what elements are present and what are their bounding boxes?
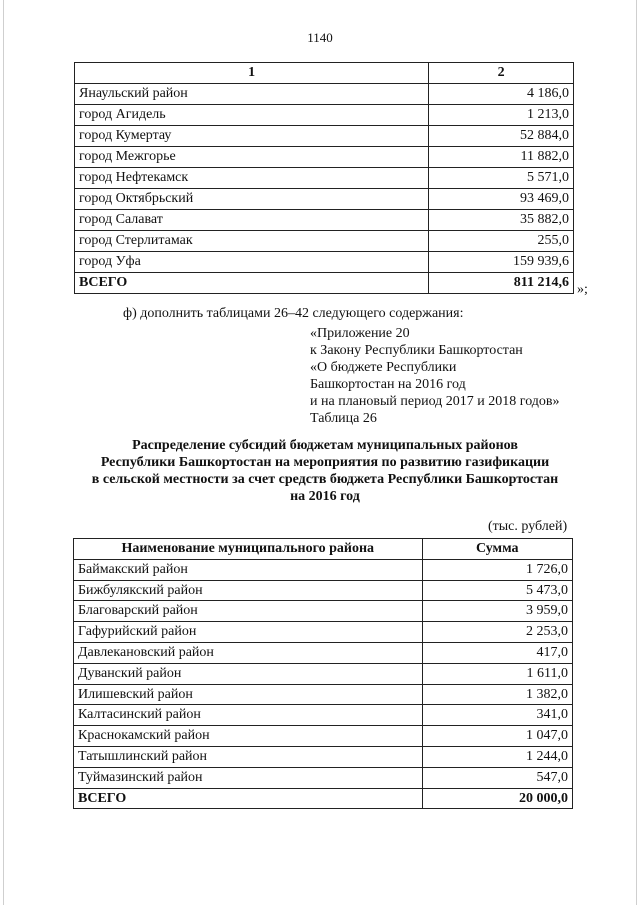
row-value: 1 611,0 <box>422 663 573 684</box>
row-value: 5 571,0 <box>429 168 574 189</box>
table-number: Таблица 26 <box>310 411 377 426</box>
row-name: город Нефтекамск <box>75 168 429 189</box>
row-value: 1 213,0 <box>429 105 574 126</box>
row-name: Благоварский район <box>74 601 423 622</box>
appendix-line: Башкортостан на 2016 год <box>310 377 466 392</box>
gasification-subsidy-table <box>73 538 573 809</box>
page-number: 1140 <box>307 30 333 45</box>
table-header-row <box>75 63 574 84</box>
row-value: 5 473,0 <box>422 580 573 601</box>
row-name: город Агидель <box>75 105 429 126</box>
row-name: Калтасинский район <box>74 705 423 726</box>
row-value: 1 726,0 <box>422 559 573 580</box>
table-row <box>74 601 573 622</box>
heading-line: Республики Башкортостан на мероприятия по развитию газификации <box>100 455 550 470</box>
column-header-1: 1 <box>75 63 429 84</box>
row-value: 341,0 <box>422 705 573 726</box>
appendix-line: к Закону Республики Башкортостан <box>310 343 523 358</box>
row-name: Татышлинский район <box>74 746 423 767</box>
row-value: 11 882,0 <box>429 147 574 168</box>
table-row <box>74 580 573 601</box>
table-row <box>75 105 574 126</box>
total-row <box>75 273 574 294</box>
total-row <box>74 788 573 809</box>
row-name: город Кумертау <box>75 126 429 147</box>
row-value: 4 186,0 <box>429 84 574 105</box>
row-value: 417,0 <box>422 642 573 663</box>
table-row <box>75 168 574 189</box>
row-name: Туймазинский район <box>74 767 423 788</box>
table-row <box>74 705 573 726</box>
column-header-2: 2 <box>429 63 574 84</box>
row-value: 1 382,0 <box>422 684 573 705</box>
row-name: Илишевский район <box>74 684 423 705</box>
column-header-district: Наименование муниципального района <box>74 539 423 560</box>
table-row <box>75 189 574 210</box>
heading-line: на 2016 год <box>290 489 360 504</box>
row-value: 1 244,0 <box>422 746 573 767</box>
table-row <box>74 559 573 580</box>
table-row <box>75 231 574 252</box>
total-label: ВСЕГО <box>75 273 429 294</box>
row-value: 547,0 <box>422 767 573 788</box>
row-value: 52 884,0 <box>429 126 574 147</box>
closing-quote-mark: »; <box>577 282 588 297</box>
row-name: город Салават <box>75 210 429 231</box>
row-name: Баймакский район <box>74 559 423 580</box>
row-value: 35 882,0 <box>429 210 574 231</box>
heading-line: Распределение субсидий бюджетам муниципальных районов <box>132 438 518 453</box>
table-row <box>75 147 574 168</box>
appendix-line: и на плановый период 2017 и 2018 годов» <box>310 394 560 409</box>
row-name: город Межгорье <box>75 147 429 168</box>
column-header-amount: Сумма <box>422 539 573 560</box>
table-row <box>74 726 573 747</box>
row-name: Давлекановский район <box>74 642 423 663</box>
table-header-row <box>74 539 573 560</box>
row-value: 255,0 <box>429 231 574 252</box>
table-row <box>75 126 574 147</box>
table-row <box>75 210 574 231</box>
row-name: город Стерлитамак <box>75 231 429 252</box>
row-value: 159 939,6 <box>429 252 574 273</box>
scan-edge-right <box>636 0 637 905</box>
table-row <box>75 252 574 273</box>
table-row <box>74 622 573 643</box>
subsidy-table-continued <box>74 62 574 294</box>
row-name: Дуванский район <box>74 663 423 684</box>
units-label: (тыс. рублей) <box>488 519 568 534</box>
table-row <box>74 684 573 705</box>
row-name: город Уфа <box>75 252 429 273</box>
scan-edge-left <box>3 0 4 905</box>
table-row <box>74 746 573 767</box>
total-value: 20 000,0 <box>422 788 573 809</box>
appendix-line: «О бюджете Республики <box>310 360 457 375</box>
row-value: 3 959,0 <box>422 601 573 622</box>
row-name: город Октябрьский <box>75 189 429 210</box>
row-value: 2 253,0 <box>422 622 573 643</box>
table-row <box>75 84 574 105</box>
table-heading <box>60 437 590 505</box>
row-value: 93 469,0 <box>429 189 574 210</box>
appendix-line: «Приложение 20 <box>310 326 410 341</box>
table-row <box>74 663 573 684</box>
appendix-caption <box>310 325 560 427</box>
row-name: Гафурийский район <box>74 622 423 643</box>
table-row <box>74 767 573 788</box>
total-label: ВСЕГО <box>74 788 423 809</box>
row-name: Краснокамский район <box>74 726 423 747</box>
heading-line: в сельской местности за счет средств бюджета Республики Башкортостан <box>91 472 559 487</box>
row-name: Янаульский район <box>75 84 429 105</box>
row-value: 1 047,0 <box>422 726 573 747</box>
total-value: 811 214,6 <box>429 273 574 294</box>
row-name: Бижбулякский район <box>74 580 423 601</box>
amendment-text: ф) дополнить таблицами 26–42 следующего содержания: <box>123 306 464 321</box>
table-row <box>74 642 573 663</box>
